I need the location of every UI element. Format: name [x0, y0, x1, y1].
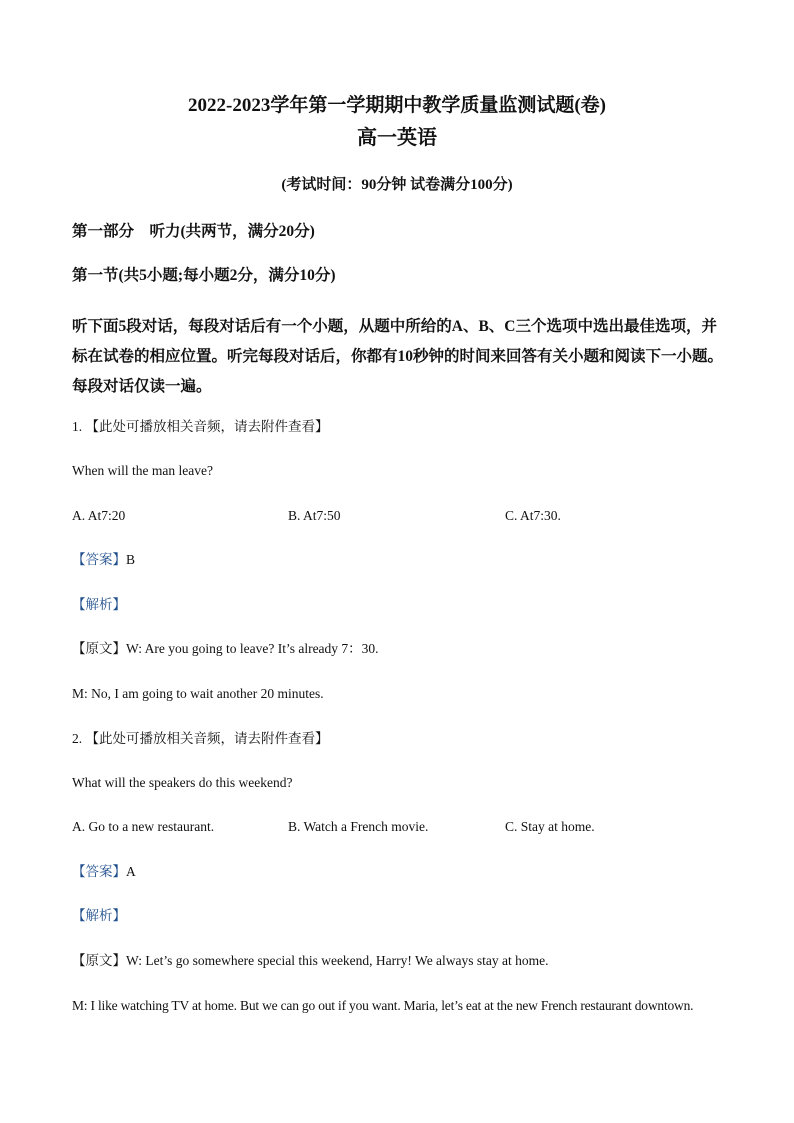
q1-original-line1: W: Are you going to leave? It’s already 7：30.: [126, 641, 379, 656]
q1-answer-value: B: [126, 552, 136, 567]
q1-option-c: C. At7:30.: [505, 508, 561, 523]
q1-answer: [72, 553, 135, 567]
q2-option-a: A. Go to a new restaurant.: [72, 819, 215, 834]
q1-question: When will the man leave?: [72, 463, 213, 478]
q2-question: What will the speakers do this weekend?: [72, 775, 293, 790]
q2-number-line: 2. 【此处可播放相关音频，请去附件查看】: [72, 731, 329, 746]
q2-original: [72, 954, 549, 968]
q2-option-b: B. Watch a French movie.: [288, 819, 429, 834]
q2-option-c: C. Stay at home.: [505, 819, 595, 834]
q2-analysis-label: 【解析】: [72, 908, 126, 923]
q1-option-a: A. At7:20: [72, 508, 126, 523]
answer-label: 【答案】: [72, 864, 126, 879]
q1-analysis-label: 【解析】: [72, 597, 126, 612]
q2-answer: [72, 865, 136, 879]
q1-original: [72, 642, 379, 656]
exam-info: (考试时间：90分钟 试卷满分100分): [281, 177, 513, 193]
q2-original-line1: W: Let’s go somewhere special this weekend, Harry! We always stay at home.: [126, 953, 549, 968]
q1-number-line: 1. 【此处可播放相关音频，请去附件查看】: [72, 419, 329, 434]
answer-label: 【答案】: [72, 552, 126, 567]
instructions: 听下面5段对话，每段对话后有一个小题，从题中所给的A、B、C三个选项中选出最佳选项，并标在试卷的相应位置。听完每段对话后，你都有10秒钟的时间来回答有关小题和阅读下一小题。每段对话仅读一遍。: [72, 318, 724, 395]
q1-option-b: B. At7:50: [288, 508, 341, 523]
q2-answer-value: A: [126, 864, 136, 879]
q1-original-line2: M: No, I am going to wait another 20 minutes.: [72, 686, 324, 701]
q2-original-line2: M: I like watching TV at home. But we can go out if you want. Maria, let’s eat at the new French restaurant downtown.: [72, 998, 694, 1013]
subject-title: 高一英语: [357, 127, 437, 149]
original-label: 【原文】: [72, 953, 126, 968]
part1-heading: 第一部分 听力(共两节，满分20分): [72, 223, 315, 240]
section1-heading: 第一节(共5小题;每小题2分，满分10分): [72, 267, 336, 284]
original-label: 【原文】: [72, 641, 126, 656]
exam-title: 2022-2023学年第一学期期中教学质量监测试题(卷): [188, 95, 606, 116]
